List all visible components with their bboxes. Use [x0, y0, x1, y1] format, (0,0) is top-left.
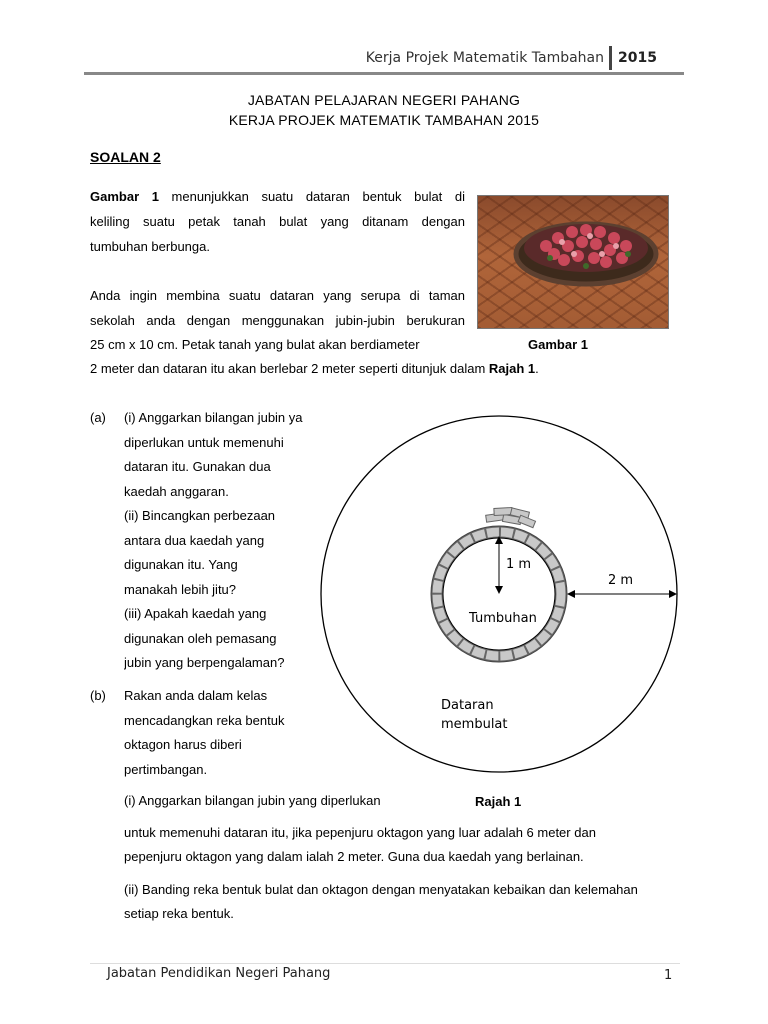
- title-department: JABATAN PELAJARAN NEGERI PAHANG: [247, 92, 521, 108]
- intro-line-3: tumbuhan berbunga.: [90, 239, 210, 254]
- header-rule: [84, 72, 684, 75]
- intro-line-2: keliling suatu petak tanah bulat yang ditanam dengan: [90, 214, 465, 229]
- width-arrow-head-left: [567, 590, 575, 598]
- question-heading: SOALAN 2: [90, 149, 161, 165]
- header-divider-vertical: [609, 46, 612, 70]
- intro-lead-bold: Gambar 1: [90, 189, 159, 204]
- stacked-tiles: [486, 508, 536, 528]
- footer-page-number: 1: [664, 968, 673, 983]
- title-project: KERJA PROJEK MATEMATIK TAMBAHAN 2015: [228, 112, 540, 128]
- part-a-line-4: kaedah anggaran.: [124, 483, 229, 499]
- footer-department: Jabatan Pendidikan Negeri Pahang: [107, 966, 331, 981]
- inner-area-label: Tumbuhan: [469, 611, 537, 626]
- part-a-line-2: diperlukan untuk memenuhi: [124, 434, 284, 450]
- part-a-line-8: manakah lebih jitu?: [124, 581, 237, 597]
- part-a-line-3: dataran itu. Gunakan dua: [124, 459, 271, 474]
- part-b-line-1: Rakan anda dalam kelas: [124, 688, 268, 703]
- para2-line-4: [90, 357, 539, 381]
- diagram-caption: Rajah 1: [475, 794, 522, 809]
- part-b-label: (b): [90, 688, 106, 703]
- part-a-line-1: (i) Anggarkan bilangan jubin ya: [124, 410, 303, 425]
- para2-line-3: 25 cm x 10 cm. Petak tanah yang bulat akan berdiameter: [90, 337, 420, 352]
- width-label: 2 m: [608, 573, 634, 588]
- part-b-ii-line-1: (ii) Banding reka bentuk bulat dan oktagon dengan menyatakan kebaikan dan kelemahan: [124, 882, 638, 897]
- para2-line-4-end: .: [535, 361, 539, 376]
- intro-line-1: [90, 185, 465, 209]
- part-a-line-7: digunakan itu. Yang: [124, 557, 238, 572]
- part-b-text: [124, 684, 284, 782]
- part-b-ii-line-2: setiap reka bentuk.: [124, 906, 234, 921]
- outer-area-label-line-1: Dataran: [441, 698, 494, 713]
- para2-line-4-ref: Rajah 1: [488, 361, 536, 376]
- part-a-line-11: jubin yang berpengalaman?: [124, 655, 285, 670]
- part-a-line-10: digunakan oleh pemasang: [124, 630, 277, 646]
- flower-bed-photo: [477, 195, 669, 329]
- diagram-rajah-1: [316, 404, 681, 779]
- part-b-line-2: mencadangkan reka bentuk: [124, 712, 285, 728]
- flower-bed-image: [478, 196, 668, 328]
- part-a-line-6: antara dua kaedah yang: [124, 532, 265, 548]
- inner-radius-label: 1 m: [506, 557, 532, 572]
- part-b-i-line-1: (i) Anggarkan bilangan jubin yang diperlukan: [124, 793, 381, 808]
- part-b-i-line-2: untuk memenuhi dataran itu, jika pepenjuru oktagon yang luar adalah 6 meter dan: [124, 825, 596, 840]
- part-b-line-3: oktagon harus diberi: [124, 737, 242, 752]
- intro-lead-rest: menunjukkan suatu dataran bentuk bulat di: [158, 189, 465, 204]
- outer-area-label-line-2: membulat: [441, 717, 508, 732]
- radius-arrow-head-down: [495, 586, 503, 594]
- part-a-label: (a): [90, 410, 106, 425]
- para2-line-1: Anda ingin membina suatu dataran yang serupa di taman: [90, 288, 465, 303]
- para2-line-4-start: 2 meter dan dataran itu akan berlebar 2 meter seperti ditunjuk dalam: [90, 361, 489, 376]
- para2-line-2: sekolah anda dengan menggunakan jubin-jubin berukuran: [90, 313, 465, 328]
- header-title: Kerja Projek Matematik Tambahan: [365, 50, 604, 66]
- part-b-line-4: pertimbangan.: [124, 761, 208, 777]
- header-year: 2015: [618, 50, 657, 66]
- width-arrow-head-right: [669, 590, 677, 598]
- photo-caption: Gambar 1: [528, 337, 588, 352]
- part-a-text: [124, 406, 329, 676]
- part-b-i-line-3: pepenjuru oktagon yang dalam ialah 2 meter. Guna dua kaedah yang berlainan.: [124, 849, 584, 864]
- footer-rule: [90, 963, 680, 964]
- part-a-line-9: (iii) Apakah kaedah yang: [124, 606, 267, 621]
- part-a-line-5: (ii) Bincangkan perbezaan: [124, 508, 276, 523]
